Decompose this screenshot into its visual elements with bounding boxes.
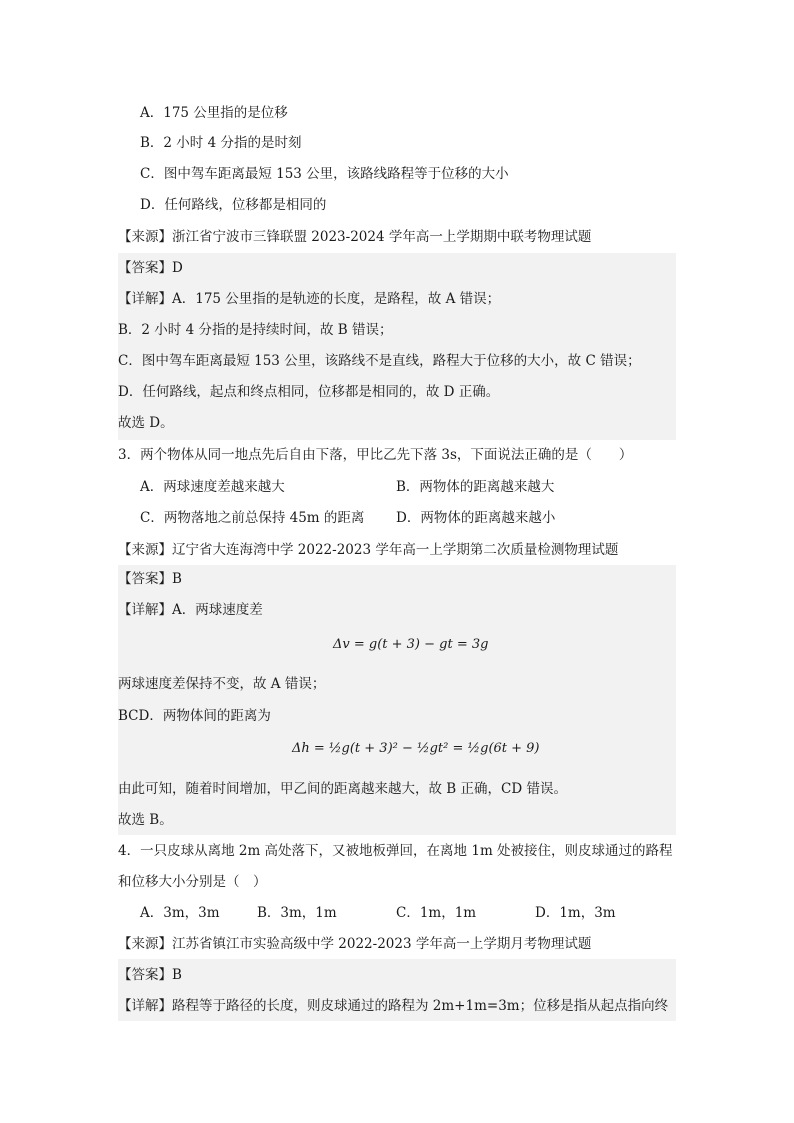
q2-detail-c: C．图中驾车距离最短 153 公里，该路线不是直线，路程大于位移的大小，故 C 错误； bbox=[118, 353, 641, 369]
q3-option-a: A．两球速度差越来越大 bbox=[140, 479, 285, 495]
q3-option-c: C．两物落地之前总保持 45m 的距离 bbox=[140, 510, 365, 526]
q4-option-b: B．3m，1m bbox=[257, 905, 337, 921]
q2-answer: 【答案】D bbox=[118, 260, 183, 276]
q2-option-c: C．图中驾车距离最短 153 公里，该路线路程等于位移的大小 bbox=[140, 166, 509, 182]
q3-detail-3: BCD．两物体间的距离为 bbox=[118, 708, 271, 724]
q4-source: 【来源】江苏省镇江市实验高级中学 2022-2023 学年高一上学期月考物理试题 bbox=[118, 936, 592, 952]
q2-answer-block bbox=[118, 253, 676, 440]
q2-detail-b: B．2 小时 4 分指的是持续时间，故 B 错误； bbox=[118, 322, 393, 338]
q2-detail-d: D．任何路线，起点和终点相同，位移都是相同的，故 D 正确。 bbox=[118, 384, 500, 400]
q4-option-d: D．1m，3m bbox=[535, 905, 616, 921]
q3-formula-velocity: Δv = g(t + 3) − gt = 3g bbox=[333, 637, 489, 652]
q3-option-b: B．两物体的距离越来越大 bbox=[396, 479, 555, 495]
q3-detail-1: 【详解】A．两球速度差 bbox=[118, 602, 263, 618]
q2-option-d: D．任何路线，位移都是相同的 bbox=[140, 197, 327, 213]
q3-conclusion: 故选 B。 bbox=[118, 812, 173, 828]
q3-answer: 【答案】B bbox=[118, 571, 182, 587]
q2-option-b: B．2 小时 4 分指的是时刻 bbox=[140, 135, 302, 151]
q3-option-d: D．两物体的距离越来越小 bbox=[396, 510, 556, 526]
q2-detail-a: 【详解】A．175 公里指的是轨迹的长度，是路程，故 A 错误； bbox=[118, 291, 501, 307]
q3-stem: 3．两个物体从同一地点先后自由下落，甲比乙先下落 3s，下面说法正确的是（ ） bbox=[118, 447, 633, 463]
q2-source: 【来源】浙江省宁波市三锋联盟 2023-2024 学年高一上学期期中联考物理试题 bbox=[118, 229, 592, 245]
q4-detail: 【详解】路程等于路径的长度，则皮球通过的路程为 2m+1m=3m；位移是指从起点指向终 bbox=[118, 998, 669, 1014]
q4-option-c: C．1m，1m bbox=[396, 905, 477, 921]
q4-option-a: A．3m，3m bbox=[140, 905, 220, 921]
q3-source: 【来源】辽宁省大连海湾中学 2022-2023 学年高一上学期第二次质量检测物理试题 bbox=[118, 542, 619, 558]
q3-detail-4: 由此可知，随着时间增加，甲乙间的距离越来越大，故 B 正确，CD 错误。 bbox=[118, 781, 567, 797]
q3-detail-2: 两球速度差保持不变，故 A 错误； bbox=[118, 676, 326, 692]
q3-formula-distance: Δh = ½g(t + 3)² − ½gt² = ½g(6t + 9) bbox=[292, 741, 540, 756]
q4-stem-line2: 和位移大小分别是（ ） bbox=[118, 874, 267, 890]
q2-conclusion: 故选 D。 bbox=[118, 415, 174, 431]
q4-answer: 【答案】B bbox=[118, 967, 182, 983]
q2-option-a: A．175 公里指的是位移 bbox=[140, 105, 288, 121]
q4-stem-line1: 4．一只皮球从离地 2m 高处落下，又被地板弹回，在离地 1m 处被接住，则皮球通过的路程 bbox=[118, 843, 673, 859]
